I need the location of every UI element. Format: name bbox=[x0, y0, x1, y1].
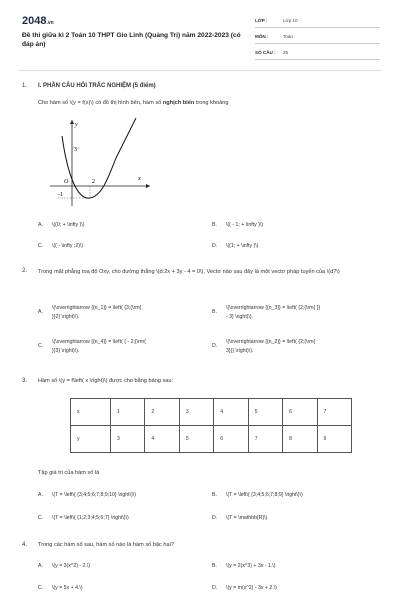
y-neg-label: -1 bbox=[58, 192, 63, 198]
question-text: Hàm số \(y = f\left( x \right)\) được cho bằng bảng sau: bbox=[38, 378, 174, 384]
table-cell: y bbox=[71, 426, 111, 453]
meta-label: MÔN : bbox=[255, 34, 269, 39]
site-logo[interactable]: 2048.vn bbox=[22, 15, 54, 27]
question-text: Tập giá trị của hàm số là bbox=[38, 470, 100, 476]
question-number: 2. bbox=[22, 268, 28, 274]
meta-label: SỐ CÂU : bbox=[255, 50, 276, 55]
header-divider bbox=[18, 70, 382, 71]
meta-value: Toán bbox=[283, 34, 293, 39]
section-title: I. PHẦN CÂU HỎI TRẮC NGHIỆM (5 điểm) bbox=[38, 83, 156, 89]
table-row bbox=[71, 426, 352, 453]
meta-value: Lớp 10 bbox=[283, 18, 298, 23]
table-row bbox=[71, 399, 352, 426]
question-number: 3. bbox=[22, 378, 28, 384]
table-cell: 8 bbox=[283, 426, 317, 453]
table-cell: 5 bbox=[248, 399, 282, 426]
axis-label-x: x bbox=[138, 176, 141, 182]
table-cell: 3 bbox=[179, 399, 213, 426]
table-cell: 4 bbox=[145, 426, 179, 453]
document-meta bbox=[255, 14, 380, 62]
question-text: Cho hàm số \(y = f(x)\) có đồ thị hình bên, hàm số nghịch biến trong khoảng bbox=[38, 100, 229, 106]
meta-row-count bbox=[255, 46, 380, 60]
table-cell: 6 bbox=[283, 399, 317, 426]
table-cell: 4 bbox=[214, 399, 248, 426]
x-mark-label: 2 bbox=[92, 179, 95, 185]
table-cell: 7 bbox=[248, 426, 282, 453]
table-cell: 9 bbox=[317, 426, 351, 453]
meta-value: 25 bbox=[283, 50, 289, 55]
meta-label: LỚP : bbox=[255, 18, 268, 23]
value-table bbox=[70, 398, 352, 453]
origin-label: O bbox=[64, 179, 69, 185]
table-cell: 2 bbox=[145, 399, 179, 426]
question-text: Trong mặt phẳng toạ độ Oxy, cho đường thẳng \(d:2x + 3y - 4 = 0\). Vectơ nào sau đây là một vectơ pháp tuyến của \(d?\) bbox=[38, 269, 340, 275]
document-title: Đề thi giữa kì 2 Toán 10 THPT Gio Linh (Quảng Trị) năm 2022-2023 (có đáp án) bbox=[22, 32, 241, 48]
question-number: 4. bbox=[22, 542, 28, 548]
axis-label-y: y bbox=[75, 122, 78, 128]
table-cell: 7 bbox=[317, 399, 351, 426]
table-cell: x bbox=[71, 399, 111, 426]
y-mark-label: 3 bbox=[74, 147, 77, 153]
function-graph bbox=[50, 118, 160, 210]
table-cell: 6 bbox=[214, 426, 248, 453]
meta-row-class bbox=[255, 14, 380, 28]
page-header bbox=[0, 0, 400, 68]
table-cell: 1 bbox=[111, 399, 145, 426]
meta-row-subject bbox=[255, 30, 380, 44]
table-cell: 5 bbox=[179, 426, 213, 453]
table-cell: 3 bbox=[111, 426, 145, 453]
question-number: 1. bbox=[22, 83, 28, 89]
question-text: Trong các hàm số sau, hàm số nào là hàm số bậc hai? bbox=[38, 542, 174, 548]
